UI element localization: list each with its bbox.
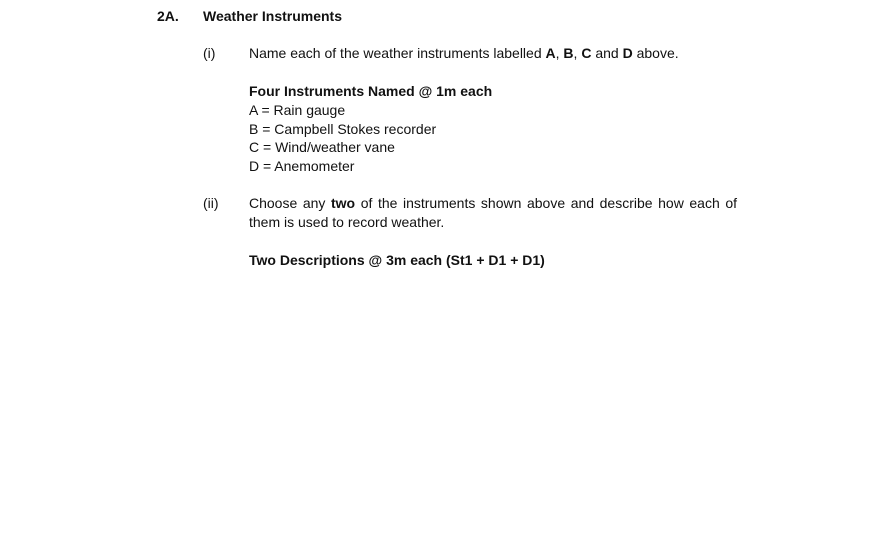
separator-2: , <box>573 45 582 61</box>
emphasis-two: two <box>331 195 356 211</box>
part-i-question <box>249 44 679 63</box>
separator-1: , <box>555 45 564 61</box>
answer-a: A = Rain gauge <box>249 102 346 118</box>
label-d: D <box>622 45 633 61</box>
part-ii-question <box>249 194 737 232</box>
label-b: B <box>563 45 574 61</box>
part-ii-marking-heading: Two Descriptions @ 3m each (St1 + D1 + D1) <box>249 252 545 268</box>
answer-d: D = Anemometer <box>249 158 355 174</box>
part-i-text-after: above. <box>632 45 679 61</box>
part-ii-label: (ii) <box>203 195 219 211</box>
label-a: A <box>545 45 556 61</box>
answer-c: C = Wind/weather vane <box>249 139 395 155</box>
part-i-text-before: Name each of the weather instruments labelled <box>249 45 546 61</box>
part-i-marking-heading: Four Instruments Named @ 1m each <box>249 83 493 99</box>
answer-b: B = Campbell Stokes recorder <box>249 121 437 137</box>
part-ii-text-after: of the instruments shown above and describe how each of them is used to record weather. <box>249 195 738 230</box>
question-title: Weather Instruments <box>203 8 342 24</box>
separator-3: and <box>591 45 623 61</box>
part-ii-text-before: Choose any <box>249 195 331 211</box>
label-c: C <box>581 45 592 61</box>
part-i-label: (i) <box>203 45 216 61</box>
question-number: 2A. <box>157 8 179 24</box>
